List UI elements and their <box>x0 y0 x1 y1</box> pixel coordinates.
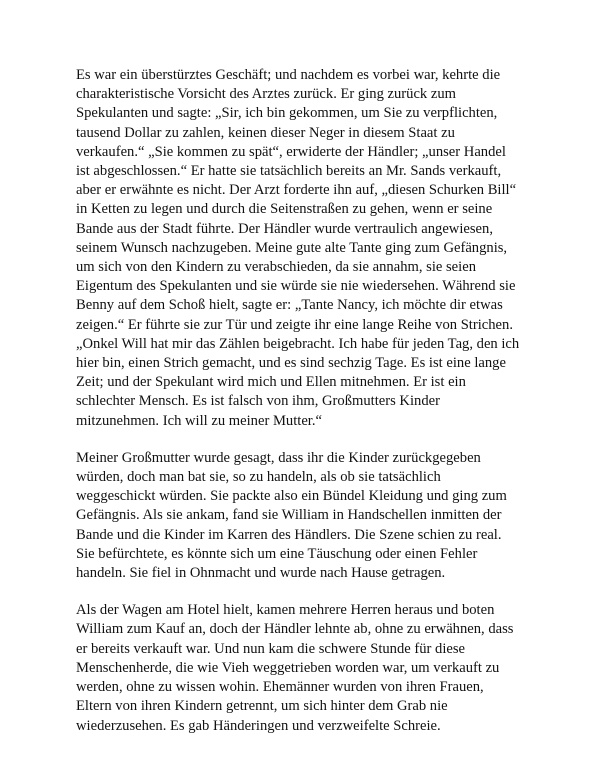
text-line: würden, doch man bat sie, so zu handeln, als ob sie tatsächlich <box>76 469 441 486</box>
text-line: Zeit; und der Spekulant wird mich und Ellen mitnehmen. Er ist ein <box>76 374 466 391</box>
text-line: Als der Wagen am Hotel hielt, kamen mehrere Herren heraus und boten <box>76 602 495 619</box>
document-page <box>76 66 536 754</box>
text-line: „Onkel Will hat mir das Zählen beigebracht. Ich habe für jeden Tag, den ich <box>76 335 520 352</box>
text-line: Meiner Großmutter wurde gesagt, dass ihr die Kinder zurückgegeben <box>76 449 481 466</box>
text-line: um sich von den Kindern zu verabschieden, da sie annahm, sie seien <box>76 259 476 276</box>
text-line: weggeschickt würden. Sie packte also ein Bündel Kleidung und ging zum <box>76 488 507 505</box>
text-line: Eigentum des Spekulanten und sie würde sie nie wiedersehen. Während sie <box>76 278 516 295</box>
text-line: Gefängnis. Als sie ankam, fand sie William in Handschellen inmitten der <box>76 507 502 524</box>
text-line: charakteristische Vorsicht des Arztes zurück. Er ging zurück zum <box>76 86 456 103</box>
text-line: Bande aus der Stadt führte. Der Händler wurde vertraulich angewiesen, <box>76 220 493 237</box>
text-line: verkaufen.“ „Sie kommen zu spät“, erwiderte der Händler; „unser Handel <box>76 143 506 160</box>
text-line: handeln. Sie fiel in Ohnmacht und wurde nach Hause getragen. <box>76 565 446 582</box>
text-line: hier bin, einen Strich gemacht, und es sind sechzig Tage. Es ist eine lange <box>76 355 506 372</box>
text-line: er bereits verkauft war. Und nun kam die schwere Stunde für diese <box>76 640 466 657</box>
text-line: Bande und die Kinder im Karren des Händlers. Die Szene schien zu real. <box>76 526 502 543</box>
text-line: Menschenherde, die wie Vieh weggetrieben worden war, um verkauft zu <box>76 659 500 676</box>
text-line: aber er erwähnte es nicht. Der Arzt forderte ihn auf, „diesen Schurken Bill“ <box>76 182 517 199</box>
text-line: werden, ohne zu wissen wohin. Ehemänner wurden von ihren Frauen, <box>76 679 484 696</box>
text-line: schlechter Mensch. Es ist falsch von ihm, Großmutters Kinder <box>76 393 440 410</box>
text-line: Es war ein überstürztes Geschäft; und nachdem es vorbei war, kehrte die <box>76 67 501 83</box>
paragraph-3 <box>76 601 536 735</box>
text-line: wiederzusehen. Es gab Händeringen und verzweifelte Schreie. <box>76 717 441 734</box>
text-line: mitzunehmen. Ich will zu meiner Mutter.“ <box>76 412 322 429</box>
text-line: William zum Kauf an, doch der Händler lehnte ab, ohne zu erwähnen, dass <box>76 621 514 638</box>
text-line: Sie befürchtete, es könnte sich um eine Täuschung oder einen Fehler <box>76 545 478 562</box>
text-line: in Ketten zu legen und durch die Seitenstraßen zu gehen, wenn er seine <box>76 201 493 218</box>
text-line: zeigen.“ Er führte sie zur Tür und zeigte ihr eine lange Reihe von Strichen. <box>76 316 513 333</box>
text-line: Eltern von ihren Kindern getrennt, um sich hinter dem Grab nie <box>76 698 448 715</box>
text-line: Benny auf dem Schoß hielt, sagte er: „Tante Nancy, ich möchte dir etwas <box>76 297 503 314</box>
text-line: tausend Dollar zu zahlen, keinen dieser Neger in diesem Staat zu <box>76 124 455 141</box>
text-line: ist abgeschlossen.“ Er hatte sie tatsächlich bereits an Mr. Sands verkauft, <box>76 163 502 180</box>
paragraph-2 <box>76 449 536 583</box>
text-line: seinem Wunsch nachzugeben. Meine gute alte Tante ging zum Gefängnis, <box>76 239 508 256</box>
text-line: Spekulanten und sagte: „Sir, ich bin gekommen, um Sie zu verpflichten, <box>76 105 498 122</box>
paragraph-1 <box>76 66 536 431</box>
